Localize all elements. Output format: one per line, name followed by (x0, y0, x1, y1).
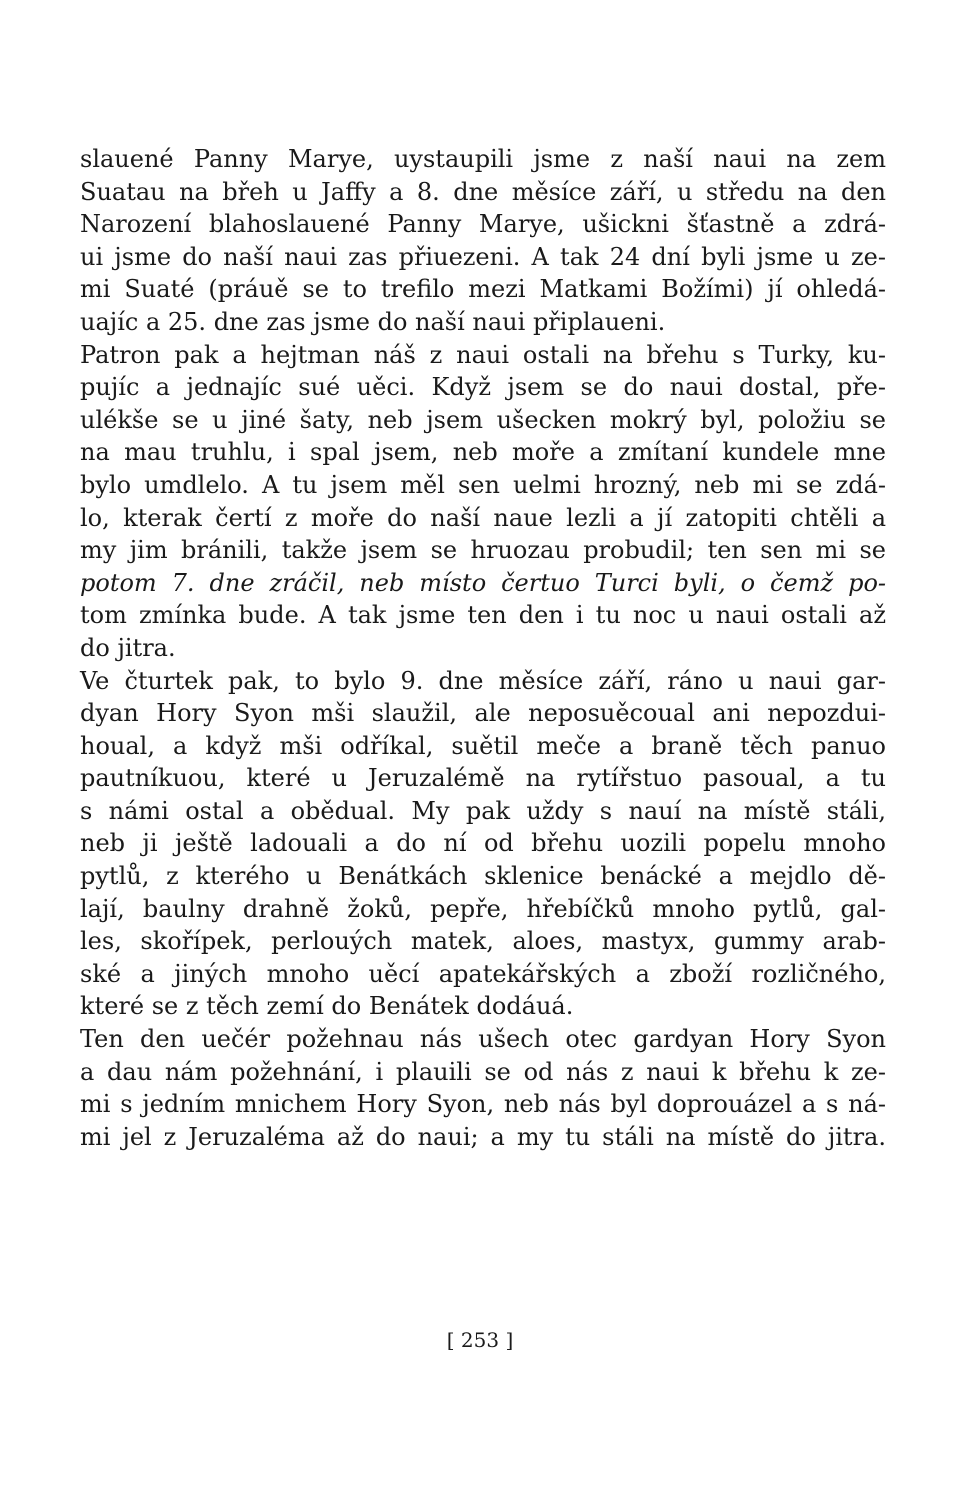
text-line: a dau nám požehnání, i plauili se od nás z naui k břehu k ze- (80, 1057, 886, 1086)
text-line: mi s jedním mnichem Hory Syon, neb nás byl doprouázel a s ná- (80, 1090, 886, 1119)
text-line: les, skořípek, perlouých matek, aloes, mastyx, gummy arab- (80, 927, 886, 956)
text-line: ské a jiných mnoho uěcí apatekářských a zboží rozličného, (80, 959, 886, 988)
text-line: Narození blahoslauené Panny Marye, ušickni šťastně a zdrá- (80, 210, 886, 239)
text-line: mi Suaté (práuě se to trefilo mezi Matkami Božími) jí ohledá- (80, 275, 886, 304)
text-line: dyan Hory Syon mši slaužil, ale neposuěcoual ani nepozdui- (80, 699, 886, 728)
text-line: Patron pak a hejtman náš z naui ostali na břehu s Turky, ku- (80, 340, 886, 369)
text-line: bylo umdlelo. A tu jsem měl sen uelmi hrozný, neb mi se zdá- (80, 470, 886, 499)
text-line: pautníkuou, které u Jeruzalémě na rytířstuo pasoual, a tu (80, 764, 886, 793)
text-line: potom 7. dne zráčil, neb místo čertuo Turci byli, o čemž po- (80, 568, 886, 597)
page-number: [ 253 ] (446, 1328, 514, 1352)
text-line: mi jel z Jeruzaléma až do naui; a my tu stáli na místě do jitra. (80, 1122, 886, 1151)
body-text (80, 143, 886, 1153)
text-line: houal, a když mši odříkal, suětil meče a braně těch panuo (80, 731, 886, 760)
text-line: Ve čturtek pak, to bylo 9. dne měsíce září, ráno u naui gar- (80, 666, 886, 695)
text-line: neb ji ještě ladouali a do ní od břehu uozili popelu mnoho (80, 829, 886, 858)
text-line: ui jsme do naší naui zas přiuezeni. A tak 24 dní byli jsme u ze- (80, 242, 886, 271)
text-line: na mau truhlu, i spal jsem, neb moře a zmítaní kundele mne (80, 438, 886, 467)
text-line: pujíc a jednajíc sué uěci. Když jsem se do naui dostal, pře- (80, 373, 886, 402)
text-line: lo, kterak čertí z moře do naší naue lezli a jí zatopiti chtěli a (80, 503, 886, 532)
text-line: my jim bránili, takže jsem se hruozau probudil; ten sen mi se (80, 536, 886, 565)
text-line: do jitra. (80, 633, 176, 662)
text-line: pytlů, z kterého u Benátkách sklenice benácké a mejdlo dě- (80, 862, 886, 891)
text-line: s námi ostal a obědual. My pak uždy s nauí na místě stáli, (80, 796, 886, 825)
text-line: slauené Panny Marye, uystaupili jsme z naší naui na zem (80, 145, 886, 173)
text-line: Ten den uečér požehnau nás ušech otec gardyan Hory Syon (80, 1025, 886, 1054)
text-line: tom zmínka bude. A tak jsme ten den i tu noc u naui ostali až (80, 601, 886, 630)
text-line: uajíc a 25. dne zas jsme do naší naui připlaueni. (80, 307, 666, 336)
text-line: ulékše se u jiné šaty, neb jsem ušecken mokrý byl, položiu se (80, 405, 886, 434)
text-line: lají, baulny drahně žoků, pepře, hřebíčků mnoho pytlů, gal- (80, 894, 886, 923)
text-line: Suatau na břeh u Jaffy a 8. dne měsíce září, u středu na den (80, 177, 886, 206)
text-line: které se z těch zemí do Benátek dodáuá. (80, 992, 574, 1021)
